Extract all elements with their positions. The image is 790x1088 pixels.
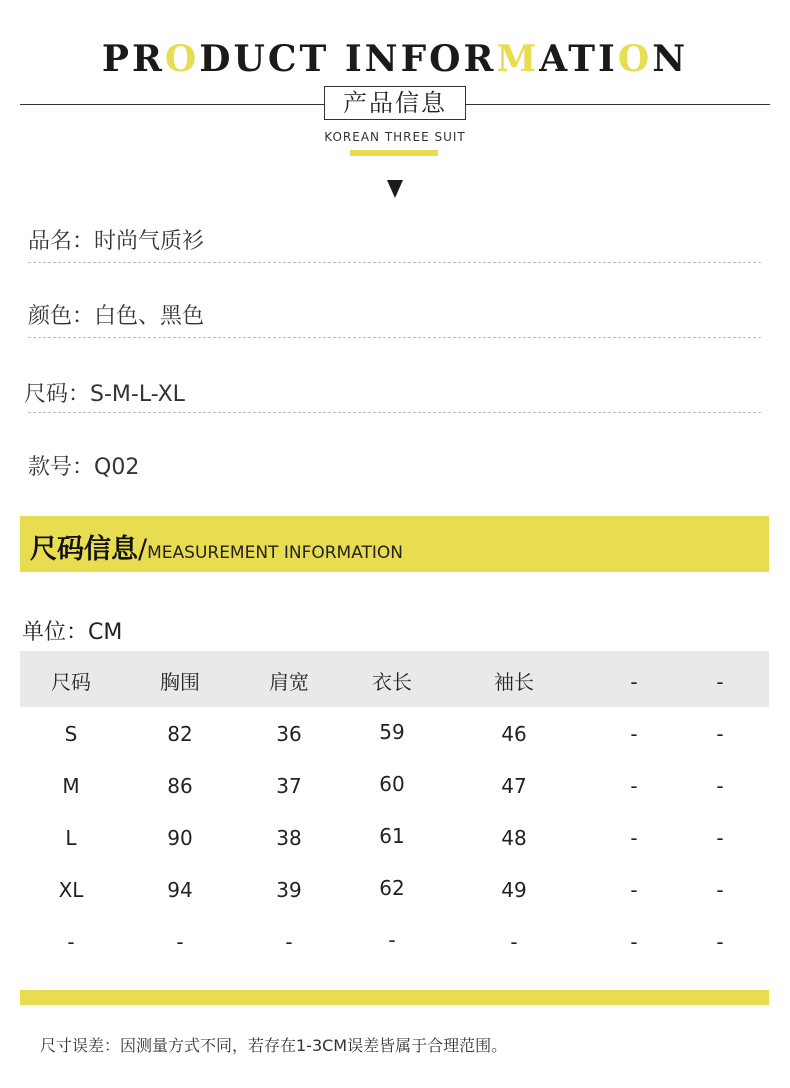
table-cell: S	[64, 722, 78, 746]
info-style-no	[28, 450, 139, 481]
info-divider	[28, 412, 761, 413]
table-header-cell: 袖长	[494, 670, 534, 694]
table-cell: 59	[379, 720, 405, 744]
table-header-cell: 胸围	[160, 670, 200, 694]
table-cell: -	[285, 930, 293, 954]
table-cell: XL	[58, 878, 84, 902]
table-cell: -	[716, 930, 724, 954]
table-cell: 48	[501, 826, 527, 850]
measurement-title-cn: 尺码信息	[30, 534, 138, 565]
info-name	[28, 224, 204, 255]
title-cn-badge: 产品信息	[324, 86, 466, 120]
table-cell: -	[716, 826, 724, 850]
measurement-title-en: MEASUREMENT INFORMATION	[147, 543, 404, 563]
accent-bar	[350, 150, 438, 156]
info-name-sep: ：	[72, 229, 95, 254]
subtitle: KOREAN THREE SUIT	[324, 130, 466, 144]
table-header-row	[20, 651, 769, 707]
table-header-cell: -	[716, 670, 724, 694]
table-cell: 94	[167, 878, 193, 902]
table-cell: 61	[379, 824, 405, 848]
table-cell: -	[510, 930, 518, 954]
unit-label: 单位：CM	[22, 620, 123, 645]
table-cell: -	[388, 928, 396, 952]
table-cell: -	[630, 722, 638, 746]
info-name-value: 时尚气质衫	[94, 229, 205, 254]
table-cell: 62	[379, 876, 405, 900]
table-cell: -	[716, 878, 724, 902]
table-cell: -	[176, 930, 184, 954]
table-header-cell: 肩宽	[269, 670, 309, 694]
table-cell: 82	[167, 722, 193, 746]
header-divider-right	[466, 104, 770, 105]
table-cell: -	[630, 878, 638, 902]
table-cell: M	[62, 774, 80, 798]
table-cell: 86	[167, 774, 193, 798]
info-style-sep: ：	[72, 455, 95, 480]
measurement-title	[30, 527, 403, 566]
info-size-label: 尺码	[24, 382, 69, 407]
info-color-value: 白色、黑色	[94, 304, 205, 329]
table-cell: 38	[276, 826, 302, 850]
table-cell: 49	[501, 878, 527, 902]
info-color-sep: ：	[72, 304, 95, 329]
table-header-cell: -	[630, 670, 638, 694]
table-cell: 36	[276, 722, 302, 746]
page-title: PRODUCT INFORMATION	[101, 38, 689, 80]
table-cell: L	[65, 826, 77, 850]
header-divider-left	[20, 104, 324, 105]
table-cell: 90	[167, 826, 193, 850]
footnote: 尺寸误差：因测量方式不同，若存在1-3CM误差皆属于合理范围。	[40, 1036, 508, 1055]
table-cell: 46	[501, 722, 527, 746]
table-cell: -	[630, 826, 638, 850]
info-color	[28, 299, 204, 330]
table-cell: -	[630, 774, 638, 798]
info-divider	[28, 337, 761, 338]
table-cell: -	[67, 930, 75, 954]
info-style-label: 款号	[28, 455, 73, 480]
info-color-label: 颜色	[28, 304, 73, 329]
table-cell: 47	[501, 774, 527, 798]
info-divider	[28, 262, 761, 263]
info-style-value: Q02	[94, 455, 140, 480]
info-size-sep: ：	[68, 382, 91, 407]
table-header-cell: 衣长	[372, 670, 412, 694]
table-cell: 39	[276, 878, 302, 902]
table-cell: -	[716, 722, 724, 746]
info-name-label: 品名	[28, 229, 73, 254]
info-size-value: S-M-L-XL	[90, 382, 185, 407]
measurement-title-slash: /	[138, 534, 148, 565]
info-size	[24, 377, 185, 408]
table-cell: 60	[379, 772, 405, 796]
table-cell: -	[630, 930, 638, 954]
bottom-accent-bar	[20, 990, 769, 1005]
table-cell: 37	[276, 774, 302, 798]
table-header-cell: 尺码	[51, 670, 91, 694]
table-cell: -	[716, 774, 724, 798]
down-arrow-icon	[387, 180, 403, 198]
